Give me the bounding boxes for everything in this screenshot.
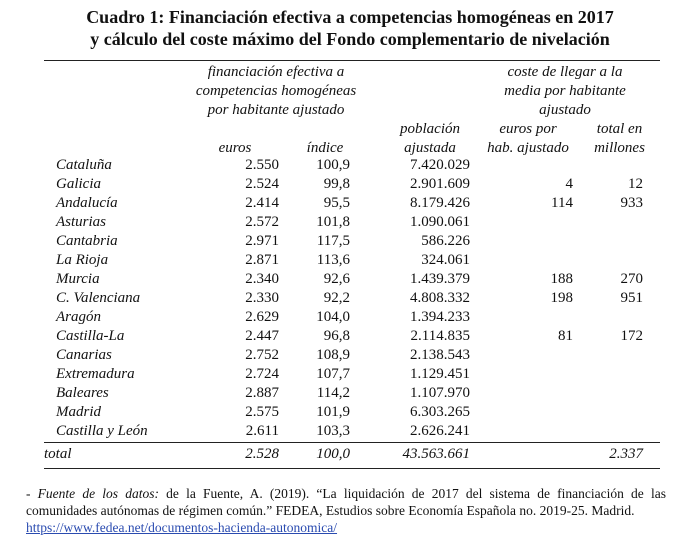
region-name: Asturias [56,214,107,230]
euros-por-hab-value: 114 [551,195,573,211]
poblacion-value: 1.129.451 [410,366,470,382]
euros-por-hab-value: 81 [558,328,573,344]
poblacion-value: 2.901.609 [410,176,470,192]
indice-value: 103,3 [316,423,350,439]
euros-value: 2.611 [245,423,279,439]
total-poblacion: 43.563.661 [402,446,470,462]
euros-value: 2.871 [245,252,279,268]
region-name: Castilla y León [56,423,148,439]
region-name: Madrid [56,404,101,420]
indice-value: 113,6 [316,252,350,268]
euros-value: 2.629 [245,309,279,325]
indice-value: 95,5 [323,195,350,211]
region-name: Canarias [56,347,112,363]
indice-value: 107,7 [316,366,350,382]
poblacion-value: 1.090.061 [410,214,470,230]
region-name: La Rioja [56,252,109,268]
total-millones-value: 172 [620,328,643,344]
poblacion-value: 6.303.265 [410,404,470,420]
header-total-millones: total en millones [594,121,645,156]
indice-value: 117,5 [316,233,350,249]
total-rule [44,442,660,443]
region-name: C. Valenciana [56,290,141,306]
euros-value: 2.887 [245,385,279,401]
header-poblacion: población ajustada [400,121,460,156]
footnote [26,485,666,536]
poblacion-value: 1.394.233 [410,309,470,325]
region-name: Extremadura [56,366,135,382]
euros-value: 2.971 [245,233,279,249]
source-link[interactable]: https://www.fedea.net/documentos-hacienda-autonomica/ [26,520,338,535]
top-rule [44,60,660,61]
euros-value: 2.575 [245,404,279,420]
header-euros-por-hab: euros por hab. ajustado [487,121,569,156]
indice-value: 108,9 [316,347,350,363]
region-name: Galicia [56,176,101,192]
title-line-1: Cuadro 1: Financiación efectiva a competencias homogéneas en 2017 [86,7,614,27]
region-name: Aragón [56,309,101,325]
bottom-rule [44,468,660,469]
euros-value: 2.447 [245,328,279,344]
euros-value: 2.340 [245,271,279,287]
poblacion-value: 2.626.241 [410,423,470,439]
euros-value: 2.572 [245,214,279,230]
euros-por-hab-value: 4 [565,176,573,192]
euros-value: 2.524 [245,176,279,192]
poblacion-value: 586.226 [421,233,470,249]
poblacion-value: 2.138.543 [410,347,470,363]
region-name: Andalucía [56,195,118,211]
footnote-label: - Fuente de los datos: [26,486,159,501]
header-euros: euros [218,140,252,156]
header-indice: índice [306,140,344,156]
indice-value: 99,8 [323,176,350,192]
indice-value: 104,0 [316,309,350,325]
group-header-financiacion: financiación efectiva a competencias homogéneas por habitante ajustado [195,64,357,118]
poblacion-value: 8.179.426 [410,195,470,211]
euros-value: 2.414 [245,195,279,211]
indice-value: 100,9 [316,157,350,173]
indice-value: 92,2 [323,290,350,306]
euros-value: 2.550 [245,157,279,173]
region-name: Murcia [56,271,100,287]
region-name: Baleares [56,385,109,401]
indice-value: 114,2 [316,385,350,401]
total-euros: 2.528 [245,446,279,462]
euros-por-hab-value: 198 [550,290,573,306]
poblacion-value: 1.439.379 [410,271,470,287]
euros-value: 2.724 [245,366,279,382]
indice-value: 101,8 [316,214,350,230]
total-indice: 100,0 [316,446,350,462]
poblacion-value: 4.808.332 [410,290,470,306]
poblacion-value: 1.107.970 [410,385,470,401]
euros-por-hab-value: 188 [550,271,573,287]
total-millones-value: 12 [628,176,643,192]
footnote-text: de la Fuente, A. (2019). “La liquidación de 2017 del sistema de financiación de las comunidades autónomas de régimen común.” FEDEA, Estudios sobre Economía Española no. 2019-25. Madrid. [26,486,666,518]
region-name: Castilla-La [56,328,125,344]
title-line-2: y cálculo del coste máximo del Fondo complementario de nivelación [90,29,610,49]
poblacion-value: 2.114.835 [410,328,470,344]
region-name: Cataluña [56,157,112,173]
total-millones-value: 951 [620,290,643,306]
total-millones-value: 933 [620,195,643,211]
group-header-coste: coste de llegar a la media por habitante ajustado [504,64,626,118]
euros-value: 2.752 [245,347,279,363]
indice-value: 96,8 [323,328,350,344]
poblacion-value: 324.061 [421,252,470,268]
poblacion-value: 7.420.029 [410,157,470,173]
total-millones: 2.337 [609,446,643,462]
indice-value: 101,9 [316,404,350,420]
region-name: Cantabria [56,233,118,249]
euros-value: 2.330 [245,290,279,306]
total-label: total [44,446,72,462]
indice-value: 92,6 [323,271,350,287]
total-millones-value: 270 [620,271,643,287]
